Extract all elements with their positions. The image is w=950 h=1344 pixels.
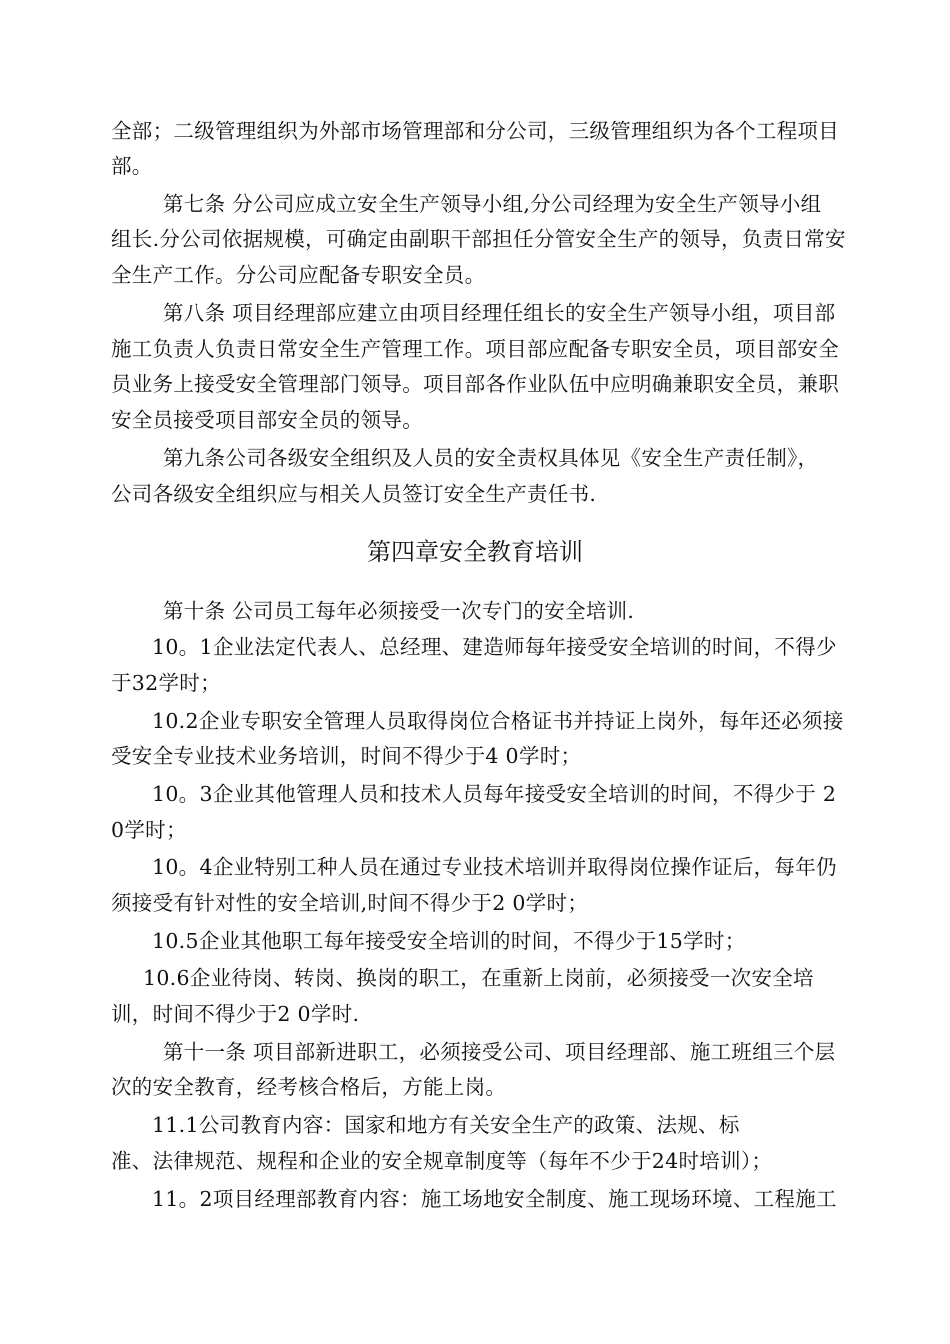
text-line: 第十一条 项目部新进职工，必须接受公司、项目经理部、施工班组三个层	[163, 1040, 836, 1064]
text-line: 部。	[111, 154, 153, 178]
text-line: 0学时；	[111, 818, 187, 842]
text-line: 训，时间不得少于2 0学时.	[111, 1002, 360, 1026]
text-line: 次的安全教育，经考核合格后，方能上岗。	[111, 1075, 507, 1099]
text-line: 第十条 公司员工每年必须接受一次专门的安全培训.	[163, 599, 635, 623]
text-line: 于32学时；	[111, 671, 221, 695]
text-line: 10.6企业待岗、转岗、换岗的职工，在重新上岗前，必须接受一次安全培	[143, 966, 814, 990]
chapter-heading: 第四章安全教育培训	[367, 538, 583, 566]
text-line: 11。2项目经理部教育内容：施工场地安全制度、施工现场环境、工程施工	[152, 1187, 837, 1211]
text-line: 10.5企业其他职工每年接受安全培训的时间，不得少于15学时；	[152, 929, 746, 953]
text-line: 10。3企业其他管理人员和技术人员每年接受安全培训的时间，不得少于 2	[152, 782, 837, 806]
text-line: 第八条 项目经理部应建立由项目经理任组长的安全生产领导小组，项目部	[163, 301, 836, 325]
text-line: 全生产工作。分公司应配备专职安全员。	[111, 263, 486, 287]
text-line: 准、法律规范、规程和企业的安全规章制度等（每年不少于24时培训）；	[111, 1149, 773, 1173]
text-line: 员业务上接受安全管理部门领导。项目部各作业队伍中应明确兼职安全员，兼职	[111, 372, 839, 396]
text-line: 10。4企业特别工种人员在通过专业技术培训并取得岗位操作证后，每年仍	[152, 855, 837, 879]
text-line: 组长.分公司依据规模，可确定由副职干部担任分管安全生产的领导，负责日常安	[111, 227, 846, 251]
text-line: 须接受有针对性的安全培训,时间不得少于2 0学时；	[111, 891, 589, 915]
text-line: 公司各级安全组织应与相关人员签订安全生产责任书.	[111, 482, 597, 506]
text-line: 第九条公司各级安全组织及人员的安全责权具体见《安全生产责任制》，	[163, 446, 819, 470]
text-line: 第七条 分公司应成立安全生产领导小组,分公司经理为安全生产领导小组	[163, 192, 822, 216]
text-line: 全部；二级管理组织为外部市场管理部和分公司，三级管理组织为各个工程项目	[111, 119, 839, 143]
text-line: 施工负责人负责日常安全生产管理工作。项目部应配备专职安全员，项目部安全	[111, 337, 839, 361]
text-line: 安全员接受项目部安全员的领导。	[111, 408, 423, 432]
text-line: 10.2企业专职安全管理人员取得岗位合格证书并持证上岗外，每年还必须接	[152, 709, 844, 733]
text-line: 10。1企业法定代表人、总经理、建造师每年接受安全培训的时间，不得少	[152, 635, 837, 659]
text-line: 受安全专业技术业务培训，时间不得少于4 0学时；	[111, 744, 582, 768]
text-line: 11.1公司教育内容：国家和地方有关安全生产的政策、法规、标	[152, 1113, 740, 1137]
